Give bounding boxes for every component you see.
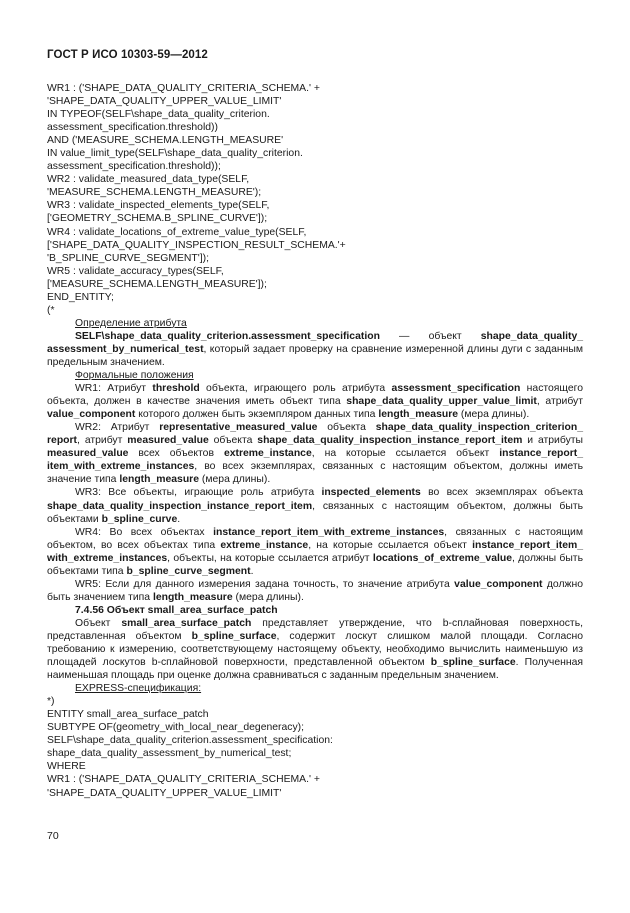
code-line: WR3 : validate_inspected_elements_type(SELF, <box>47 200 270 212</box>
text-run: объекта <box>317 422 376 434</box>
page-content <box>47 82 583 800</box>
formal-propositions-heading <box>47 369 583 382</box>
page-number: 70 <box>47 830 59 842</box>
code-line: WR1 : ('SHAPE_DATA_QUALITY_CRITERIA_SCHEMA.' + <box>47 774 320 786</box>
wr4-paragraph <box>47 526 583 578</box>
wr2-paragraph <box>47 421 583 486</box>
code-line: 'SHAPE_DATA_QUALITY_UPPER_VALUE_LIMIT' <box>47 96 282 108</box>
text-run: и атрибуты <box>522 435 584 447</box>
text-run: , на которые ссылается объект <box>311 448 500 460</box>
text-run: объекта, играющего роль атрибута <box>199 383 392 395</box>
bold-term: shape_data_quality_upper_value_limit <box>346 396 537 408</box>
bold-term: b_spline_surface <box>191 630 277 642</box>
text-run: которого должен быть экземпляром данных типа <box>135 409 379 421</box>
text-run: (мера длины). <box>232 591 304 603</box>
bold-term: measured_value <box>127 435 209 447</box>
text-run: , должны быть объектами типа <box>47 552 583 577</box>
code-line: WHERE <box>47 761 86 773</box>
bold-term: shape_data_quality_inspection_instance_report_item <box>257 435 523 447</box>
text-run: во всех экземплярах объекта <box>420 487 584 499</box>
code-line: ['GEOMETRY_SCHEMA.B_SPLINE_CURVE']); <box>47 213 268 225</box>
text-run: объекта <box>208 435 258 447</box>
code-line: IN value_limit_type(SELF\shape_data_quality_criterion. <box>47 148 303 160</box>
express-spec-heading <box>47 682 583 695</box>
section-title: 7.4.56 Объект small_area_surface_patch <box>75 604 278 616</box>
wr3-paragraph <box>47 486 583 525</box>
attribute-term: SELF\shape_data_quality_criterion.assessment_specification <box>75 330 380 342</box>
code-line: ['MEASURE_SCHEMA.LENGTH_MEASURE']); <box>47 278 267 290</box>
bold-term: instance_report_item_with_extreme_instances <box>213 526 445 538</box>
code-line: WR5 : validate_accuracy_types(SELF, <box>47 265 224 277</box>
text-run: (мера длины). <box>458 409 530 421</box>
express-code-top <box>47 82 583 317</box>
text-run: WR4: Во всех объектах <box>75 526 214 538</box>
text-run: , во всех экземплярах, связанных с настоящим объектом, должны иметь значение типа <box>47 461 583 486</box>
text-run: , объекты, на которые ссылается атрибут <box>167 552 373 564</box>
text-run: , атрибут <box>536 396 583 408</box>
text-run: WR5: Если для данного измерения задана точность, то значение атрибута <box>75 578 455 590</box>
attribute-object: shape_data_quality_ assessment_by_numerical_test <box>47 330 583 355</box>
bold-term: measured_value <box>47 448 129 460</box>
bold-term: b_spline_curve <box>101 513 178 525</box>
bold-term: assessment_specification <box>391 383 521 395</box>
text-run: (мера длины). <box>199 474 271 486</box>
text-run: , атрибут <box>77 435 128 447</box>
express-code-bottom <box>47 695 583 799</box>
bold-term: length_measure <box>378 409 459 421</box>
bold-term: inspected_elements <box>321 487 421 499</box>
section-heading <box>47 604 583 617</box>
bold-term: length_measure <box>119 474 200 486</box>
bold-term: shape_data_quality_inspection_instance_report_item <box>47 500 313 512</box>
code-line: WR4 : validate_locations_of_extreme_value_type(SELF, <box>47 226 307 238</box>
code-line: *) <box>47 696 55 708</box>
bold-term: b_spline_surface <box>430 657 516 669</box>
text-run: всех объектов <box>128 448 224 460</box>
text-run: настоящего объекта, должен в качестве значения иметь объект типа <box>47 383 583 408</box>
express-spec-label: EXPRESS-спецификация: <box>75 683 202 695</box>
text-run: , на которые ссылается объект <box>308 539 473 551</box>
code-line: shape_data_quality_assessment_by_numerical_test; <box>47 748 292 760</box>
text-run: WR3: Все объекты, играющие роль атрибута <box>75 487 322 499</box>
code-line: WR1 : ('SHAPE_DATA_QUALITY_CRITERIA_SCHEMA.' + <box>47 83 320 94</box>
text-run: — объект <box>379 330 481 342</box>
bold-term: instance_report_item_ with_extreme_instances <box>47 539 583 564</box>
text-run: WR1: Атрибут <box>75 383 153 395</box>
section-paragraph <box>47 617 583 682</box>
text-run: Объект <box>75 617 122 629</box>
code-line: assessment_specification.threshold)) <box>47 122 218 134</box>
bold-term: value_component <box>47 409 136 421</box>
bold-term: threshold <box>152 383 200 395</box>
code-line: ENTITY small_area_surface_patch <box>47 709 209 721</box>
code-line: SELF\shape_data_quality_criterion.assessment_specification: <box>47 735 333 747</box>
code-line: WR2 : validate_measured_data_type(SELF, <box>47 174 250 186</box>
attribute-definition-heading <box>47 317 583 330</box>
code-line: SUBTYPE OF(geometry_with_local_near_degeneracy); <box>47 722 305 734</box>
bold-term: locations_of_extreme_value <box>372 552 512 564</box>
document-header: ГОСТ Р ИСО 10303-59—2012 <box>47 49 208 61</box>
text-run: должно быть значением типа <box>47 578 584 603</box>
bold-term: b_spline_curve_segment <box>126 565 251 577</box>
bold-term: representative_measured_value <box>159 422 318 434</box>
code-line: 'B_SPLINE_CURVE_SEGMENT']); <box>47 252 209 264</box>
bold-term: extreme_instance <box>220 539 309 551</box>
text-run: , связанных с настоящим объектом, во всех объектах типа <box>47 526 583 551</box>
attribute-definition-label: Определение атрибута <box>75 317 187 329</box>
text-run: , который задает проверку на сравнение измеренной длины дуги с заданным предельным значением. <box>47 343 583 368</box>
code-line: END_ENTITY; <box>47 291 114 303</box>
wr1-paragraph <box>47 382 583 421</box>
code-line: AND ('MEASURE_SCHEMA.LENGTH_MEASURE' <box>47 135 284 147</box>
bold-term: small_area_surface_patch <box>121 617 252 629</box>
code-line: 'SHAPE_DATA_QUALITY_UPPER_VALUE_LIMIT' <box>47 787 282 799</box>
text-run: WR2: Атрибут <box>75 422 160 434</box>
bold-term: length_measure <box>152 591 233 603</box>
wr5-paragraph <box>47 578 583 604</box>
text-run: представляет утверждение, что b-сплайновая поверхность, представленная объектом <box>47 617 583 642</box>
attribute-definition-paragraph <box>47 330 583 369</box>
text-run: , содержит лоскут слишком малой площади. Согласно требованию к измерению, соответствующему настоящему объекту, необходимо вычислить наименьшую из площадей лоскутов b-сплайновой поверхности, представленной объектом <box>47 630 583 669</box>
bold-term: instance_report_ item_with_extreme_instances <box>47 448 583 473</box>
code-line: assessment_specification.threshold)); <box>47 161 221 173</box>
code-line: 'MEASURE_SCHEMA.LENGTH_MEASURE'); <box>47 187 262 199</box>
bold-term: value_component <box>454 578 543 590</box>
bold-term: extreme_instance <box>223 448 312 460</box>
bold-term: shape_data_quality_inspection_criterion_ report <box>47 422 583 447</box>
code-line: IN TYPEOF(SELF\shape_data_quality_criterion. <box>47 109 270 121</box>
code-line: ['SHAPE_DATA_QUALITY_INSPECTION_RESULT_SCHEMA.'+ <box>47 239 346 251</box>
text-run: . <box>177 513 181 525</box>
formal-propositions-label: Формальные положения <box>75 370 194 382</box>
text-run: . Полученная наименьшая площадь при оценке должна сравниваться с заданным предельным значением. <box>47 657 583 682</box>
code-line: (* <box>47 304 55 316</box>
text-run: . <box>250 565 254 577</box>
text-run: , связанных с настоящим объектом, должны быть объектами <box>47 500 583 525</box>
